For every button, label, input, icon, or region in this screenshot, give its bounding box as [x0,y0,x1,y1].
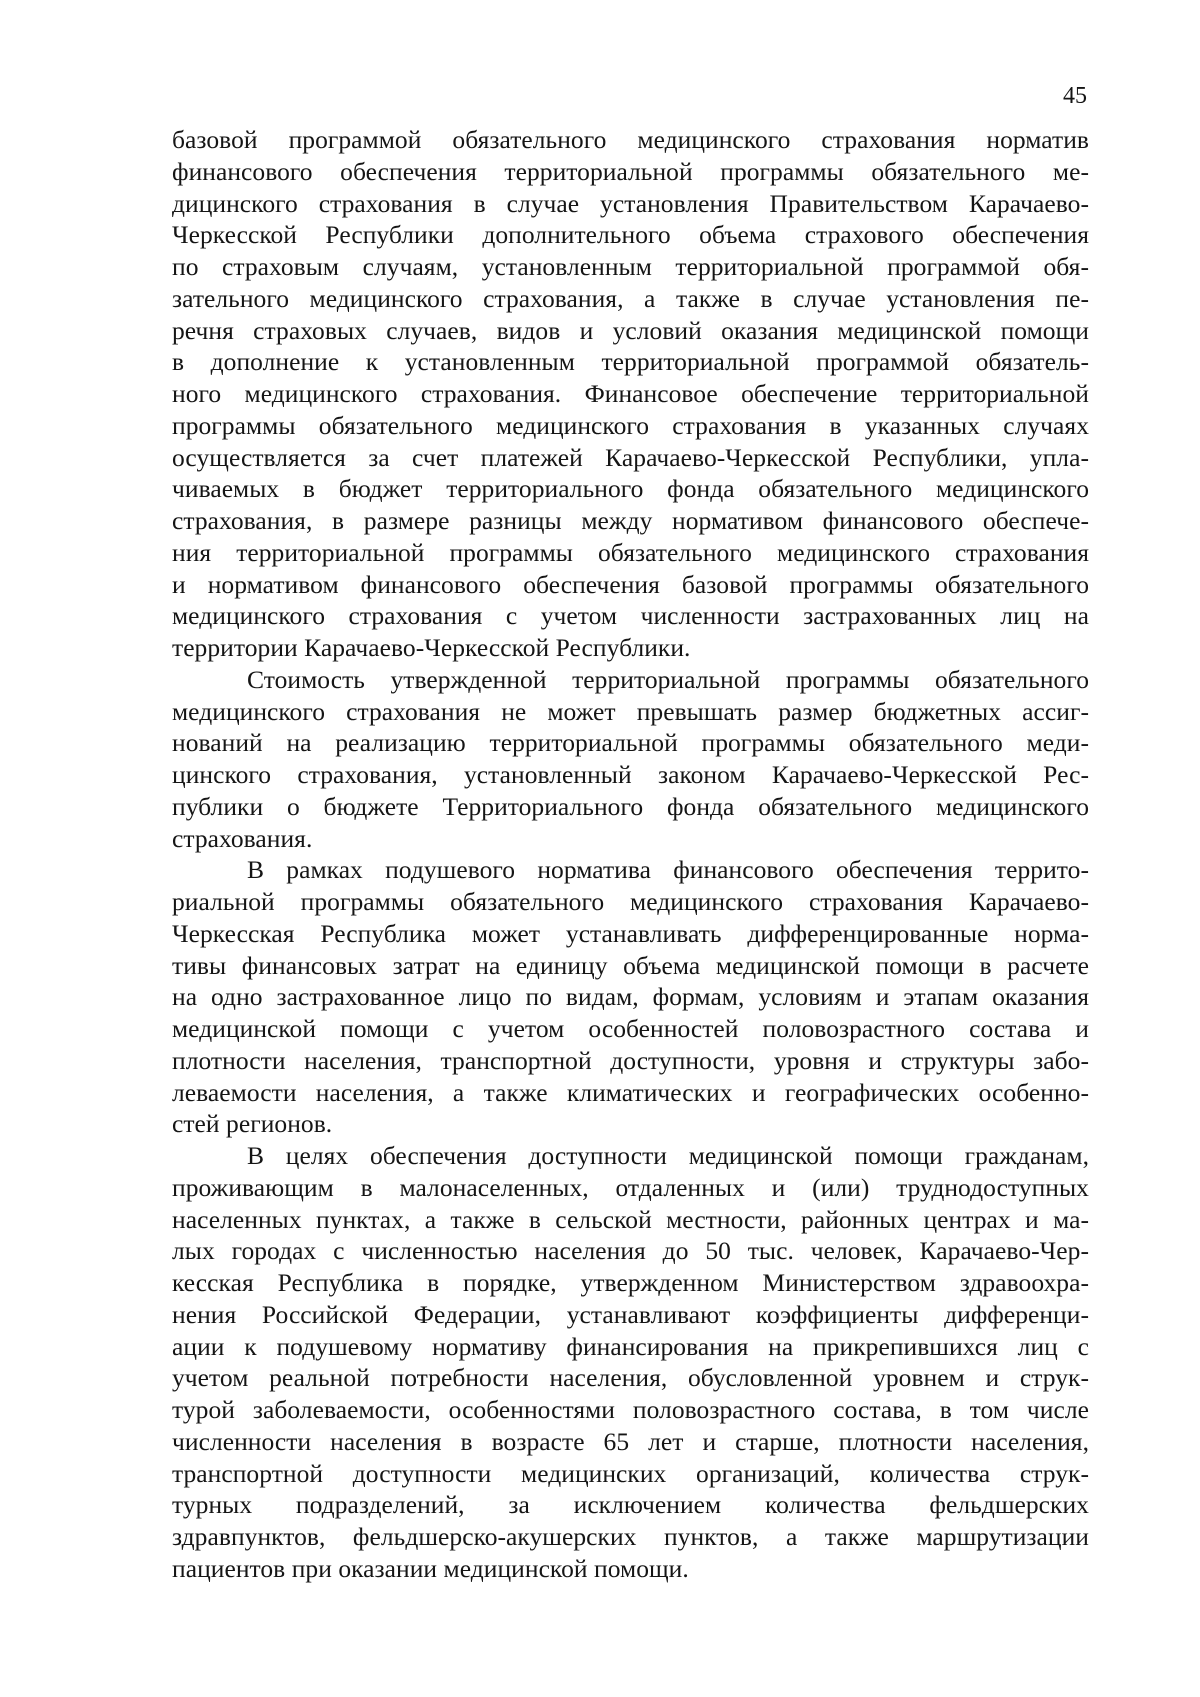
paragraph-4-line-12: турных подразделений, за исключением количества фельдшерских [172,1490,1089,1520]
page-number: 45 [1063,83,1087,109]
paragraph-1-line-6: зательного медицинского страхования, а также в случае установления пе- [172,283,1089,313]
paragraph-3 [172,854,1089,1140]
paragraph-4-line-14: пациентов при оказании медицинской помощи. [172,1553,689,1583]
paragraph-1-line-9: ного медицинского страхования. Финансовое обеспечение территориальной [172,379,1089,408]
paragraph-3-line-1: В рамках подушевого норматива финансового обеспечения террито- [247,855,1089,885]
paragraph-4-line-9: турой заболеваемости, особенностями половозрастного состава, в том числе [172,1395,1089,1424]
paragraph-4-line-10: численности населения в возрасте 65 лет и старше, плотности населения, [172,1426,1089,1456]
paragraph-4-line-3: населенных пунктах, а также в сельской местности, районных центрах и ма- [172,1204,1089,1234]
paragraph-3-line-9: стей регионов. [172,1109,333,1139]
paragraph-4-line-7: ации к подушевому нормативу финансирования на прикрепившихся лиц с [172,1331,1089,1361]
paragraph-3-line-3: Черкесская Республика может устанавливать дифференцированные норма- [172,918,1089,948]
paragraph-4-line-4: лых городах с численностью населения до 50 тыс. человек, Карачаево-Чер- [172,1236,1089,1266]
paragraph-4-line-2: проживающим в малонаселенных, отдаленных и (или) труднодоступных [172,1172,1089,1202]
paragraph-1-line-5: по страховым случаям, установленным территориальной программой обя- [172,252,1089,281]
paragraph-3-line-4: тивы финансовых затрат на единицу объема медицинской помощи в расчете [172,950,1089,980]
paragraph-4-line-1: В целях обеспечения доступности медицинской помощи гражданам, [247,1141,1089,1170]
paragraph-2-line-5: публики о бюджете Территориального фонда обязательного медицинского [172,791,1089,821]
paragraph-1-line-4: Черкесской Республики дополнительного объема страхового обеспечения [172,220,1089,250]
paragraph-3-line-6: медицинской помощи с учетом особенностей половозрастного состава и [172,1014,1089,1043]
paragraph-3-line-2: риальной программы обязательного медицинского страхования Карачаево- [172,887,1089,916]
paragraph-1-line-15: и нормативом финансового обеспечения базовой программы обязательного [172,569,1089,599]
paragraph-1-line-17: территории Карачаево-Черкесской Республики. [172,633,691,662]
paragraph-2-line-3: нований на реализацию территориальной программы обязательного меди- [172,728,1089,758]
paragraph-3-line-5: на одно застрахованное лицо по видам, формам, условиям и этапам оказания [172,982,1089,1012]
paragraph-1-line-12: чиваемых в бюджет территориального фонда обязательного медицинского [172,474,1089,504]
paragraph-2-line-6: страхования. [172,823,313,853]
paragraph-1-line-1: базовой программой обязательного медицинского страхования норматив [172,125,1089,154]
paragraph-2-line-4: цинского страхования, установленный законом Карачаево-Черкесской Рес- [172,760,1089,789]
paragraph-2 [172,664,1089,855]
paragraph-1-line-13: страхования, в размере разницы между нормативом финансового обеспече- [172,506,1089,535]
document-body [172,124,1089,1585]
paragraph-1-line-16: медицинского страхования с учетом численности застрахованных лиц на [172,601,1089,631]
paragraph-3-line-8: леваемости населения, а также климатических и географических особенно- [172,1077,1089,1107]
paragraph-2-line-1: Стоимость утвержденной территориальной программы обязательного [247,664,1089,694]
paragraph-1 [172,124,1089,664]
paragraph-1-line-14: ния территориальной программы обязательного медицинского страхования [172,537,1089,567]
paragraph-4-line-5: кесская Республика в порядке, утвержденном Министерством здравоохра- [172,1268,1089,1297]
paragraph-4-line-6: нения Российской Федерации, устанавливают коэффициенты дифференци- [172,1299,1089,1329]
paragraph-4 [172,1140,1089,1585]
paragraph-1-line-11: осуществляется за счет платежей Карачаево-Черкесской Республики, упла- [172,442,1089,472]
paragraph-4-line-8: учетом реальной потребности населения, обусловленной уровнем и струк- [172,1363,1089,1393]
paragraph-4-line-11: транспортной доступности медицинских организаций, количества струк- [172,1458,1089,1488]
paragraph-1-line-2: финансового обеспечения территориальной программы обязательного ме- [172,156,1089,186]
paragraph-3-line-7: плотности населения, транспортной доступности, уровня и структуры забо- [172,1045,1089,1075]
paragraph-1-line-7: речня страховых случаев, видов и условий оказания медицинской помощи [172,315,1089,345]
paragraph-4-line-13: здравпунктов, фельдшерско-акушерских пунктов, а также маршрутизации [172,1522,1089,1551]
paragraph-1-line-8: в дополнение к установленным территориальной программой обязатель- [172,347,1089,377]
paragraph-1-line-10: программы обязательного медицинского страхования в указанных случаях [172,410,1089,440]
paragraph-2-line-2: медицинского страхования не может превышать размер бюджетных ассиг- [172,696,1089,726]
paragraph-1-line-3: дицинского страхования в случае установления Правительством Карачаево- [172,188,1089,218]
